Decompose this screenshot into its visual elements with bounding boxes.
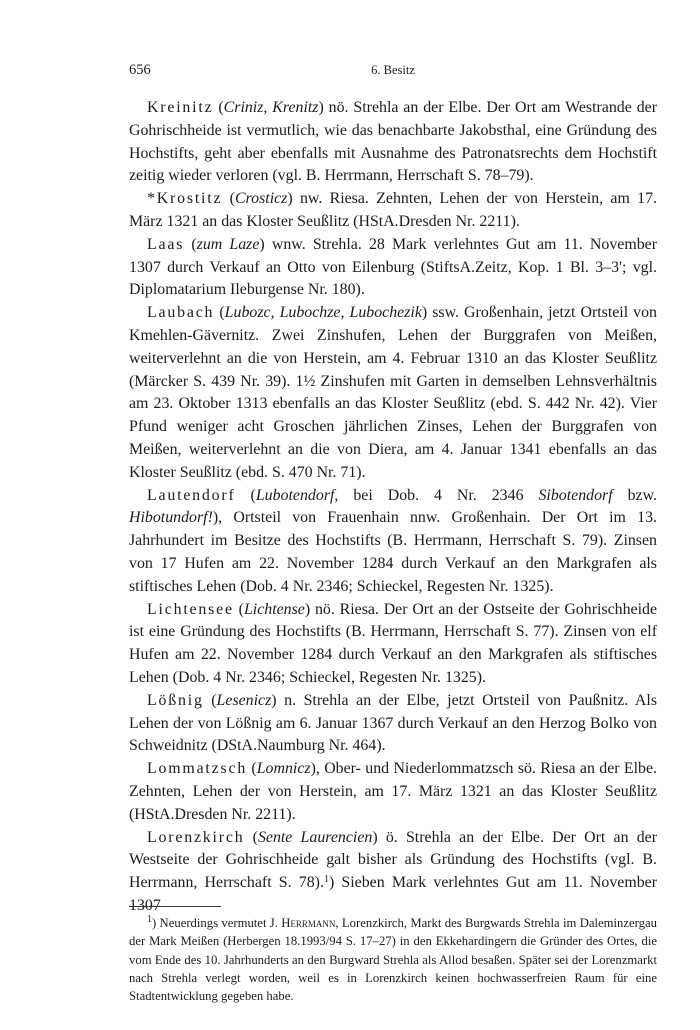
entry-kreinitz: Kreinitz (Criniz, Krenitz) nö. Strehla an der Elbe. Der Ort am Westrande der Gohrischheide ist vermutlich, wie das benachbarte Jakobsthal, eine Gründung des Hochstifts, geht aber ebenfalls mit Ausnahme des Patronatsrechts dem Hochstift zeitig wieder verloren (vgl. B. Herrmann, Herrschaft S. 78–79). bbox=[129, 99, 657, 185]
place-name: Lichtensee bbox=[147, 600, 234, 618]
entry-text: ö. Strehla an der Elbe. Der Ort an der Westseite der Gohrischheide galt bisher als Gründung des Hochstifts (vgl. B. Herrmann, Herrschaft S. 78). bbox=[129, 828, 658, 892]
place-name: Kreinitz bbox=[147, 99, 214, 116]
entry-text: ) Sieben Mark verlehntes Gut am 11. November 1307 bbox=[129, 874, 657, 914]
entry-loessnig: Lößnig (Lesenicz) n. Strehla an der Elbe, jetzt Ortsteil von Paußnitz. Als Lehen der von Lößnig am 6. Januar 1367 durch Verkauf an den Herzog Bolko von Schweidnitz (DStA.Naumburg Nr. 464). bbox=[129, 691, 657, 755]
entry-laubach: Laubach (Lubozc, Lubochze, Lubochezik) ssw. Großenhain, jetzt Ortsteil von Kmehlen-Gävernitz. Zwei Zinshufen, Lehen der Burggrafen von Meißen, weiterverlehnt an die von Herstein, am 4. Februar 1310 an das Kloster Seußlitz (Märcker S. 439 Nr. 39). 1½ Zinshufen mit Garten in demselben Lehnsverhältnis am 23. Oktober 1313 ebenfalls an das Kloster Seußlitz (ebd. S. 442 Nr. 42). Vier Pfund weniger acht Groschen jährlichen Zinses, Lehen der Burggrafen von Meißen, weiterverlehnt an die von Diera, am 4. Januar 1341 ebenfalls an das Kloster Seußlitz (ebd. S. 470 Nr. 71). bbox=[129, 304, 658, 481]
entry-text: ), Ortsteil von Frauenhain nnw. Großenhain. Der Ort im 13. Jahrhundert im Besitze des Hochstifts (B. Herrmann, Herrschaft S. 79). Zinsen von 17 Hufen am 22. November 1284 durch Verkauf an den Markgrafen als stiftisches Lehen (Dob. 4 Nr. 2346; Schieckel, Regesten Nr. 1325). bbox=[129, 509, 657, 595]
footnote-divider bbox=[129, 906, 221, 907]
footnote-marker: 1 bbox=[147, 914, 152, 925]
entry-text: nö. Riesa. Der Ort an der Ostseite der Gohrischheide ist eine Gründung des Hochstifts (B. Herrmann, Herrschaft S. 77). Zinsen von elf Hufen am 22. November 1284 durch Verkauf an den Markgrafen als stiftisches Lehen (Dob. 4 Nr. 2346; Schieckel, Regesten Nr. 1325). bbox=[129, 600, 658, 686]
entry-text: nw. Riesa. Zehnten, Lehen der von Herstein, am 17. März 1321 an das Kloster Seußlitz (HStA.Dresden Nr. 2211). bbox=[129, 190, 658, 230]
historic-name: Lichtense bbox=[243, 600, 305, 618]
historic-name: Sente Laurencien bbox=[257, 828, 373, 846]
place-name: Lommatzsch bbox=[147, 760, 248, 778]
footnote-text: , Lorenzkirch, Markt des Burgwards Strehla im Daleminzergau der Mark Meißen (Herbergen 18.1993/94 S. 17–27) in den Ekkehardingern die Gründer des Ortes, die vom Ende des 10. Jahrhunderts an den Burgward Strehla als Allod besaßen. Später sei der Lorenzmarkt nach Strehla verlegt worden, weil es in Lorenzkirch keinen hochwasserfreien Raum für eine Stadtentwicklung gegeben habe. bbox=[129, 916, 657, 1004]
entry-krostitz: *Krostitz (Crosticz) nw. Riesa. Zehnten, Lehen der von Herstein, am 17. März 1321 an das Kloster Seußlitz (HStA.Dresden Nr. 2211). bbox=[129, 190, 658, 230]
historic-name: zum Laze bbox=[196, 235, 260, 253]
footnote-reference[interactable]: 1 bbox=[323, 874, 329, 886]
place-name: Lößnig bbox=[147, 691, 204, 709]
historic-name: Criniz, Krenitz bbox=[223, 99, 319, 116]
entry-laas: Laas (zum Laze) wnw. Strehla. 28 Mark verlehntes Gut am 11. November 1307 durch Verkauf an Otto von Eilenburg (StiftsA.Zeitz, Kop. 1 Bl. 3–3'; vgl. Diplomatarium Ileburgense Nr. 180). bbox=[129, 235, 657, 299]
place-name: Laas bbox=[147, 235, 185, 253]
entry-lichtensee: Lichtensee (Lichtense) nö. Riesa. Der Ort an der Ostseite der Gohrischheide ist eine Gründung des Hochstifts (B. Herrmann, Herrschaft S. 77). Zinsen von elf Hufen am 22. November 1284 durch Verkauf an den Markgrafen als stiftisches Lehen (Dob. 4 Nr. 2346; Schieckel, Regesten Nr. 1325). bbox=[129, 600, 658, 686]
entry-text: , bei Dob. 4 Nr. 2346 bbox=[334, 486, 539, 504]
historic-name: Lomnicz bbox=[256, 760, 311, 778]
page-number: 656 bbox=[129, 62, 151, 78]
entry-text: , Ober- und Niederlommatzsch sö. Riesa an der Elbe. Zehnten, Lehen der von Herstein, am 17. März 1321 an das Kloster Seußlitz (HStA.Dresden Nr. 2211). bbox=[129, 760, 657, 823]
place-name: Lautendorf bbox=[147, 486, 236, 504]
entry-text: bzw. bbox=[612, 486, 657, 504]
historic-name: Crosticz bbox=[234, 190, 288, 208]
place-name: *Krostitz bbox=[147, 190, 223, 208]
footnote-author: Herrmann bbox=[281, 916, 336, 930]
place-name: Laubach bbox=[147, 304, 215, 322]
entry-lautendorf: Lautendorf (Lubotendorf, bei Dob. 4 Nr. 2346 Sibotendorf bzw. Hibotundorf!), Ortsteil von Frauenhain nnw. Großenhain. Der Ort im 13. Jahrhundert im Besitze des Hochstifts (B. Herrmann, Herrschaft S. 79). Zinsen von 17 Hufen am 22. November 1284 durch Verkauf an den Markgrafen als stiftisches Lehen (Dob. 4 Nr. 2346; Schieckel, Regesten Nr. 1325). bbox=[129, 486, 657, 595]
historic-name: Lubozc, Lubochze, Lubochezik bbox=[224, 304, 422, 322]
historic-name: Lesenicz bbox=[216, 691, 272, 709]
footnote bbox=[129, 914, 657, 1005]
entry-text: ssw. Großenhain, jetzt Ortsteil von Kmehlen-Gävernitz. Zwei Zinshufen, Lehen der Burggrafen von Meißen, weiterverlehnt an die von Herstein, am 4. Februar 1310 an das Kloster Seußlitz (Märcker S. 439 Nr. 39). 1½ Zinshufen mit Garten in demselben Lehnsverhältnis am 23. Oktober 1313 ebenfalls an das Kloster Seußlitz (ebd. S. 442 Nr. 42). Vier Pfund weniger acht Groschen jährlichen Zinses, Lehen der Burggrafen von Meißen, weiterverlehnt an die von Diera, am 4. Januar 1341 ebenfalls an das Kloster Seußlitz (ebd. S. 470 Nr. 71). bbox=[129, 304, 658, 481]
entry-lommatzsch: Lommatzsch (Lomnicz), Ober- und Niederlommatzsch sö. Riesa an der Elbe. Zehnten, Lehen der von Herstein, am 17. März 1321 an das Kloster Seußlitz (HStA.Dresden Nr. 2211). bbox=[129, 760, 657, 823]
historic-name: Lubotendorf bbox=[255, 486, 335, 504]
historic-name: Sibotendorf bbox=[538, 486, 613, 504]
running-title: 6. Besitz bbox=[371, 63, 415, 77]
footnote-text: Neuerdings vermutet J. bbox=[156, 916, 282, 930]
entry-text: n. Strehla an der Elbe, jetzt Ortsteil von Paußnitz. Als Lehen der von Lößnig am 6. Januar 1367 durch Verkauf an den Herzog Bolko von Schweidnitz (DStA.Naumburg Nr. 464). bbox=[129, 691, 657, 755]
place-name: Lorenzkirch bbox=[147, 828, 245, 846]
entry-lorenzkirch: Lorenzkirch (Sente Laurencien) ö. Strehla an der Elbe. Der Ort an der Westseite der Gohrischheide galt bisher als Gründung des Hochstifts (vgl. B. Herrmann, Herrschaft S. 78).$^1$) Sieben Mark verlehntes Gut am 11. November 1307 bbox=[129, 828, 658, 914]
historic-name: Hibotundorf! bbox=[129, 509, 213, 527]
entry-text: wnw. Strehla. 28 Mark verlehntes Gut am 11. November 1307 durch Verkauf an Otto von Eilenburg (StiftsA.Zeitz, Kop. 1 Bl. 3–3'; vgl. Diplomatarium Ileburgense Nr. 180). bbox=[129, 235, 657, 299]
body-text bbox=[129, 97, 657, 918]
page-header bbox=[129, 62, 657, 84]
footnote-marker-close: ) bbox=[152, 916, 157, 930]
entry-text: nö. Strehla an der Elbe. Der Ort am Westrande der Gohrischheide ist vermutlich, wie das benachbarte Jakobsthal, eine Gründung des Hochstifts, geht aber ebenfalls mit Ausnahme des Patronatsrechts dem Hochstift zeitig wieder verloren (vgl. B. Herrmann, Herrschaft S. 78–79). bbox=[129, 99, 657, 185]
